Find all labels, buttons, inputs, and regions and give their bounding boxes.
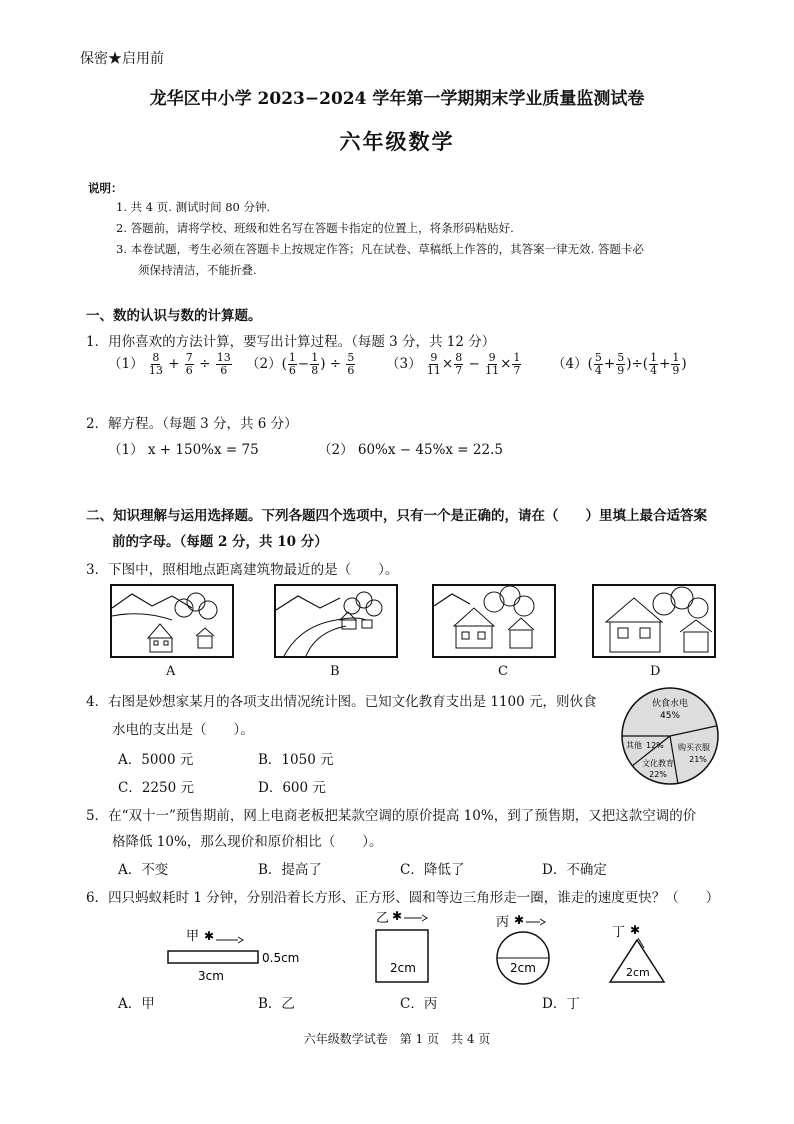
q5-option-a[interactable]: A．不变 — [118, 862, 169, 878]
rectangle-shape — [168, 951, 258, 963]
triangle-side-label: 2cm — [626, 966, 650, 979]
house-scene-icon — [112, 586, 232, 656]
expense-pie-chart — [618, 684, 722, 788]
ant-name-bing: 丙 — [496, 915, 510, 930]
rect-width-label: 3cm — [198, 969, 224, 983]
circle-figure — [486, 906, 566, 986]
house-scene-icon — [434, 586, 554, 656]
scene-picture-d — [592, 584, 716, 658]
q1-stem: 1．用你喜欢的方法计算，要写出计算过程。（每题 3 分，共 12 分） — [86, 334, 496, 350]
ant-icon: ✱ — [204, 929, 215, 943]
q6-option-a[interactable]: A．甲 — [118, 996, 155, 1012]
q2-part1: （1） x + 150%x = 75 — [108, 442, 259, 458]
q2-part2: （2） 60%x − 45%x = 22.5 — [318, 442, 503, 458]
q2-stem: 2．解方程。（每题 3 分，共 6 分） — [86, 416, 298, 432]
pie-label-food: 伙食水电 — [651, 699, 689, 709]
q5-option-c[interactable]: C．降低了 — [400, 862, 465, 878]
pie-pct-clothes: 21% — [689, 755, 707, 764]
house-scene-icon — [594, 586, 714, 656]
q6-option-b[interactable]: B．乙 — [258, 996, 295, 1012]
exam-title: 龙华区中小学 2023−2024 学年第一学期期末学业质量监测试卷 — [149, 89, 645, 109]
pie-pct-other: 12% — [646, 741, 664, 750]
scene-picture-b — [274, 584, 398, 658]
ant-name-jia: 甲 — [186, 929, 200, 944]
confidential-mark: 保密★启用前 — [80, 51, 164, 67]
q4-stem: 4．右图是妙想家某月的各项支出情况统计图。已知文化教育支出是 1100 元，则伙食 — [86, 694, 597, 710]
rectangle-figure — [160, 918, 300, 984]
picture-label: A — [166, 664, 176, 679]
q1-part3: （3） $\frac{9}{11}$ × $\frac{8}{7}$ − $\frac{9}{11}$ × $\frac{1}{7}$ — [386, 351, 521, 377]
section2-heading-cont: 前的字母。（每题 2 分，共 10 分） — [112, 534, 328, 550]
ant-icon: ✱ — [392, 909, 403, 923]
notes-label: 说明： — [88, 181, 123, 195]
note-item: 2. 答题前，请将学校、班级和姓名写在答题卡指定的位置上，将条形码粘贴好. — [116, 221, 514, 235]
scene-picture-a — [110, 584, 234, 658]
note-item: 3. 本卷试题，考生必须在答题卡上按规定作答；凡在试卷、草稿纸上作答的，其答案一律无效. 答题卡必 — [116, 242, 644, 256]
q4-option-d[interactable]: D．600 元 — [258, 780, 326, 796]
q4-option-c[interactable]: C．2250 元 — [118, 780, 194, 796]
q1-part1: （1） $\frac{8}{13}$ + $\frac{7}{6}$ ÷ $\frac{13}{6}$ — [108, 351, 231, 377]
pie-label-education: 文化教育 — [642, 759, 674, 768]
q6-stem: 6．四只蚂蚁耗时 1 分钟，分别沿着长方形、正方形、圆和等边三角形走一圈，谁走的速度更快？（ ） — [86, 890, 720, 906]
q1-part2: （2）( $\frac{1}{6}$ − $\frac{1}{8}$ ) ÷ $\frac{5}{6}$ — [246, 351, 355, 377]
q1-part4: （4）( $\frac{5}{4}$ + $\frac{5}{9}$ )÷( $\frac{1}{4}$ + $\frac{1}{9}$ ) — [552, 351, 687, 377]
q3-stem: 3．下图中，照相地点距离建筑物最近的是（ ）。 — [86, 562, 399, 578]
q4-option-a[interactable]: A．5000 元 — [118, 752, 194, 768]
q5-stem-cont: 格降低 10%，那么现价和原价相比（ ）。 — [112, 834, 383, 850]
q4-stem-cont: 水电的支出是（ ）。 — [112, 722, 254, 738]
square-figure — [370, 906, 440, 986]
section1-heading: 一、数的认识与数的计算题。 — [86, 308, 262, 324]
exam-subtitle: 六年级数学 — [339, 129, 455, 154]
ant-name-ding: 丁 — [612, 925, 626, 940]
square-side-label: 2cm — [390, 961, 416, 975]
section2-heading: 二、知识理解与运用选择题。下列各题四个选项中，只有一个是正确的，请在（ ）里填上最合适答案 — [86, 508, 707, 524]
note-item: 须保持清洁，不能折叠. — [138, 263, 257, 277]
scene-picture-c — [432, 584, 556, 658]
triangle-figure — [602, 918, 672, 984]
q6-option-d[interactable]: D．丁 — [542, 996, 580, 1012]
picture-label: D — [650, 664, 661, 679]
note-item: 1. 共 4 页. 测试时间 80 分钟. — [116, 200, 271, 214]
pie-label-other: 其他 — [626, 741, 642, 750]
q4-option-b[interactable]: B．1050 元 — [258, 752, 334, 768]
ant-icon: ✱ — [514, 913, 525, 927]
ant-icon: ✱ — [630, 923, 641, 937]
circle-diameter-label: 2cm — [510, 961, 536, 975]
q5-stem: 5．在“双十一”预售期前，网上电商老板把某款空调的原价提高 10%，到了预售期，又把这款空调的价 — [86, 808, 697, 824]
picture-label: B — [330, 664, 340, 679]
rect-height-label: 0.5cm — [262, 951, 300, 965]
q5-option-b[interactable]: B．提高了 — [258, 862, 322, 878]
pie-pct-food: 45% — [659, 711, 681, 721]
pie-label-clothes: 购买衣服 — [678, 743, 710, 752]
pie-pct-education: 22% — [649, 770, 667, 779]
page-footer: 六年级数学试卷 第 1 页 共 4 页 — [303, 1032, 491, 1046]
q6-option-c[interactable]: C．丙 — [400, 996, 438, 1012]
house-scene-icon — [276, 586, 396, 656]
ant-name-yi: 乙 — [376, 911, 390, 926]
q5-option-d[interactable]: D．不确定 — [542, 862, 607, 878]
picture-label: C — [498, 664, 508, 679]
